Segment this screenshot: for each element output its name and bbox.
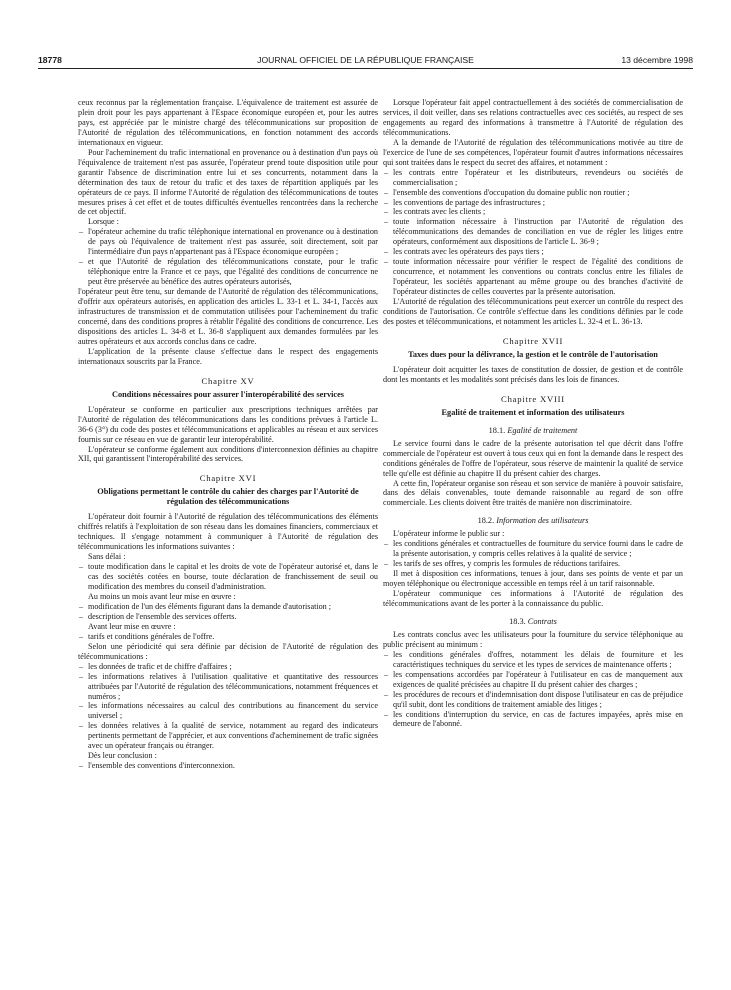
- header-rule: [38, 68, 693, 69]
- list-item: – et que l'Autorité de régulation des télécommunications constate, pour le trafic téléphonique entre la France et ce pays, que l'égalité des conditions de concurrence ne peut être préservée au bénéfice des autres opérateurs autorisés,: [78, 257, 378, 287]
- dash-list: [383, 539, 683, 569]
- paragraph: L'opérateur se conforme également aux conditions d'interconnexion définies au chapitre XII, qui garantissent l'interopérabilité des services.: [78, 444, 378, 464]
- list-item: – les conditions générales d'offres, notamment les délais de fourniture et les caractéristiques techniques du service et les types de services de maintenance offerts ;: [383, 650, 683, 670]
- list-item: – les données relatives à la qualité de service, notamment au regard des indicateurs pertinents permettant de l'apprécier, et aux conventions d'acheminement de trafic signées avec un opérateur français ou étranger.: [78, 721, 378, 751]
- paragraph: L'opérateur doit fournir à l'Autorité de régulation des télécommunications des éléments chiffrés relatifs à l'exploitation de son réseau dans les domaines financiers, commerciaux et techniques. Il s'engage notamment à communiquer à l'Autorité de régulation des télécommunications les informations suivantes :: [78, 512, 378, 552]
- section-number: 18.1.: [488, 425, 506, 435]
- list-item: – tarifs et conditions générales de l'offre.: [78, 632, 378, 642]
- list-item: – les contrats entre l'opérateur et les distributeurs, revendeurs ou sociétés de commercialisation ;: [383, 168, 683, 188]
- paragraph: L'opérateur se conforme en particulier aux prescriptions techniques arrêtées par l'Autorité de régulation des télécommunications dans les conditions prévues à l'article L. 36-6 (3°) du code des postes et télécommunications et applicables au réseau et aux services fournis sur ce réseau en vue de garantir leur interopérabilité.: [78, 404, 378, 444]
- list-item: – les conditions générales et contractuelles de fourniture du service fourni dans le cadre de la présente autorisation, y compris celles relatives à la qualité de service ;: [383, 539, 683, 559]
- paragraph: Pour l'acheminement du trafic international en provenance ou à destination d'un pays où l'équivalence de traitement n'est pas assurée, l'opérateur prend toute disposition utile pour garantir l'absence de discrimination entre lui et ses concurrents, notamment dans la détermination des taux de retour du trafic et des taxes de répartition appliqués par les opérateurs de ce pays. Il informe l'Autorité de régulation des télécommunications de toutes mesures prises à cet effet et de toutes difficultés éventuelles rencontrées dans la recherche de cet objectif.: [78, 147, 378, 217]
- paragraph: Sans délai :: [88, 552, 126, 562]
- section-number: 18.2.: [477, 516, 495, 526]
- dash-list: [78, 662, 378, 752]
- chapter-label: Chapitre XVI: [199, 473, 257, 484]
- paragraph: L'opérateur communique ces informations à l'Autorité de régulation des télécommunications avant de les porter à la connaissance du public.: [383, 589, 683, 608]
- paragraph: Selon une périodicité qui sera définie par décision de l'Autorité de régulation des télécommunications :: [78, 641, 378, 661]
- chapter-label: Chapitre XVII: [502, 335, 564, 346]
- dash-list: [383, 168, 683, 297]
- list-item: – les contrats avec les opérateurs des pays tiers ;: [383, 247, 683, 257]
- list-item: – toute information nécessaire à l'instruction par l'Autorité de régulation des télécommunications des demandes de conciliation en vue de régler les litiges entre opérateurs, conformément aux dispositions de l'article L. 36-9 ;: [383, 217, 683, 247]
- section-title: Information des utilisateurs: [496, 516, 589, 526]
- dash-list: [78, 761, 378, 771]
- page-number: 18778: [38, 55, 62, 65]
- chapter-title: Egalité de traitement et information des utilisateurs: [441, 407, 625, 417]
- list-item: – les informations relatives à l'utilisation qualitative et quantitative des ressources attribuées par l'Autorité de régulation des télécommunications, notamment fréquences et numéros ;: [78, 672, 378, 702]
- list-item: – l'opérateur achemine du trafic téléphonique international en provenance ou à destination de pays où l'équivalence de traitement n'est pas assurée, soit directement, soit par l'intermédiaire d'un pays n'appartenant pas à l'Espace économique européen ;: [78, 227, 378, 257]
- chapter-label: Chapitre XV: [201, 375, 255, 386]
- section-number: 18.3.: [509, 616, 526, 626]
- chapter-title: Obligations permettant le contrôle du cahier des charges par l'Autorité de régulation des télécommunications: [97, 487, 359, 507]
- list-item: – les tarifs de ses offres, y compris les formules de réductions tarifaires.: [383, 559, 683, 569]
- dash-list: [78, 227, 378, 287]
- paragraph: L'opérateur doit acquitter les taxes de constitution de dossier, de gestion et de contrôle dont les montants et les modalités sont précisés dans les lois de finances.: [383, 364, 683, 384]
- paragraph: A cette fin, l'opérateur organise son réseau et son service de manière à pouvoir satisfaire, dans des délais convenables, toute demande raisonnable au regard de son offre commerciale. Les clients doivent être traités de manière non discriminatoire.: [383, 478, 683, 508]
- paragraph: Lorsque :: [88, 217, 119, 227]
- paragraph: Dès leur conclusion :: [88, 751, 157, 761]
- list-item: – description de l'ensemble des services offerts.: [78, 612, 378, 622]
- dash-list: [78, 602, 378, 622]
- section-title: Egalité de traitement: [507, 425, 578, 435]
- list-item: – modification de l'un des éléments figurant dans la demande d'autorisation ;: [78, 602, 378, 612]
- list-item: – toute information nécessaire pour vérifier le respect de l'égalité des conditions de concurrence, et notamment les conventions ou contrats conclus entre les filiales de l'opérateur, les sociétés appartenant au même groupe ou des branches d'activité de l'opérateur distinctes de celles couvertes par la présente autorisation.: [383, 257, 683, 297]
- list-item: – les conditions d'interruption du service, en cas de factures impayées, après mise en demeure de l'abonné.: [383, 710, 683, 730]
- list-item: – l'ensemble des conventions d'interconnexion.: [78, 761, 378, 771]
- section-heading: [383, 617, 683, 627]
- paragraph: Les contrats conclus avec les utilisateurs pour la fourniture du service téléphonique au public précisent au minimum :: [383, 629, 683, 649]
- list-item: – les contrats avec les clients ;: [383, 207, 683, 217]
- paragraph: Le service fourni dans le cadre de la présente autorisation tel que décrit dans l'offre commerciale de l'opérateur est ouvert à tous ceux qui en font la demande dans le respect des conditions générales de l'offre de l'opérateur, sous réserve de maintenir la qualité de service telle qu'elle est définie au chapitre II du présent cahier des charges.: [383, 438, 683, 478]
- section-heading: [383, 516, 683, 526]
- dash-list: [78, 562, 378, 592]
- dash-list: [383, 650, 683, 730]
- paragraph: L'opérateur informe le public sur :: [393, 529, 505, 539]
- section-title: Contrats: [527, 616, 557, 626]
- paragraph: l'opérateur peut être tenu, sur demande de l'Autorité de régulation des télécommunications, d'offrir aux opérateurs autorisés, en application des articles L. 33-1 et L. 34-1, l'accès aux infrastructures de transmission et de commutation utilisées pour l'acheminement du trafic concerné, dans des conditions propres à rétablir l'égalité des conditions de concurrence. Les dispositions des articles L. 34-8 et L. 36-8 s'appliquent aux demandes formulées par les autres opérateurs et aux accords conclus dans ce cadre.: [78, 287, 378, 346]
- list-item: – les informations nécessaires au calcul des contributions au financement du service universel ;: [78, 701, 378, 721]
- list-item: – les compensations accordées par l'opérateur à l'utilisateur en cas de manquement aux exigences de qualité précisées au chapitre II du présent cahier des charges ;: [383, 670, 683, 690]
- section-heading: [383, 426, 683, 436]
- journal-title: JOURNAL OFFICIEL DE LA RÉPUBLIQUE FRANÇAISE: [257, 55, 474, 65]
- paragraph: L'application de la présente clause s'effectue dans le respect des engagements internationaux souscrits par la France.: [78, 346, 378, 366]
- paragraph: Il met à disposition ces informations, tenues à jour, dans ses points de vente et par un moyen téléphonique ou électronique accessible en temps réel à un tarif raisonnable.: [383, 569, 683, 589]
- publication-date: 13 décembre 1998: [621, 55, 693, 65]
- paragraph: L'Autorité de régulation des télécommunications peut exercer un contrôle du respect des conditions de l'autorisation. Ce contrôle s'effectue dans les conditions définies par le code des postes et télécommunications, et notamment les articles L. 32-4 et L. 36-13.: [383, 297, 683, 326]
- list-item: – les données de trafic et de chiffre d'affaires ;: [78, 662, 378, 672]
- chapter-label: Chapitre XVIII: [501, 393, 565, 404]
- chapter-title: Taxes dues pour la délivrance, la gestion et le contrôle de l'autorisation: [408, 349, 658, 359]
- chapter-title: Conditions nécessaires pour assurer l'interopérabilité des services: [111, 389, 344, 399]
- paragraph: Lorsque l'opérateur fait appel contractuellement à des sociétés de commercialisation de services, il doit veiller, dans ses relations contractuelles avec ces sociétés, au respect de ses engagements au regard des informations à transmettre à l'Autorité de régulation des télécommunications.: [383, 98, 683, 137]
- paragraph: A la demande de l'Autorité de régulation des télécommunications motivée au titre de l'exercice de l'une de ses compétences, l'opérateur fournit d'autres informations nécessaires qui sont traitées dans le respect du secret des affaires, et notamment :: [383, 137, 683, 167]
- paragraph: Au moins un mois avant leur mise en œuvre :: [88, 591, 236, 601]
- list-item: – toute modification dans le capital et les droits de vote de l'opérateur autorisé et, dans le cas des sociétés cotées en bourse, toute déclaration de franchissement de seuil ou modification des membres du conseil d'administration.: [78, 562, 378, 592]
- list-item: – les conventions de partage des infrastructures ;: [383, 198, 683, 208]
- paragraph: Avant leur mise en œuvre :: [88, 621, 176, 631]
- left-column: [78, 98, 378, 771]
- dash-list: [78, 632, 378, 642]
- list-item: – l'ensemble des conventions d'occupation du domaine public non routier ;: [383, 188, 683, 198]
- list-item: – les procédures de recours et d'indemnisation dont dispose l'utilisateur en cas de préjudice qu'il subit, dont les conditions de traitement amiable des litiges ;: [383, 690, 683, 710]
- paragraph: ceux reconnus par la réglementation française. L'équivalence de traitement est assurée de plein droit pour les pays appartenant à l'Espace économique européen et, pour les autres pays, est appréciée par le ministre chargé des télécommunications sur proposition de l'Autorité de régulation des télécommunications, en fonction notamment des accords internationaux en vigueur.: [78, 98, 378, 147]
- right-column: [383, 98, 683, 729]
